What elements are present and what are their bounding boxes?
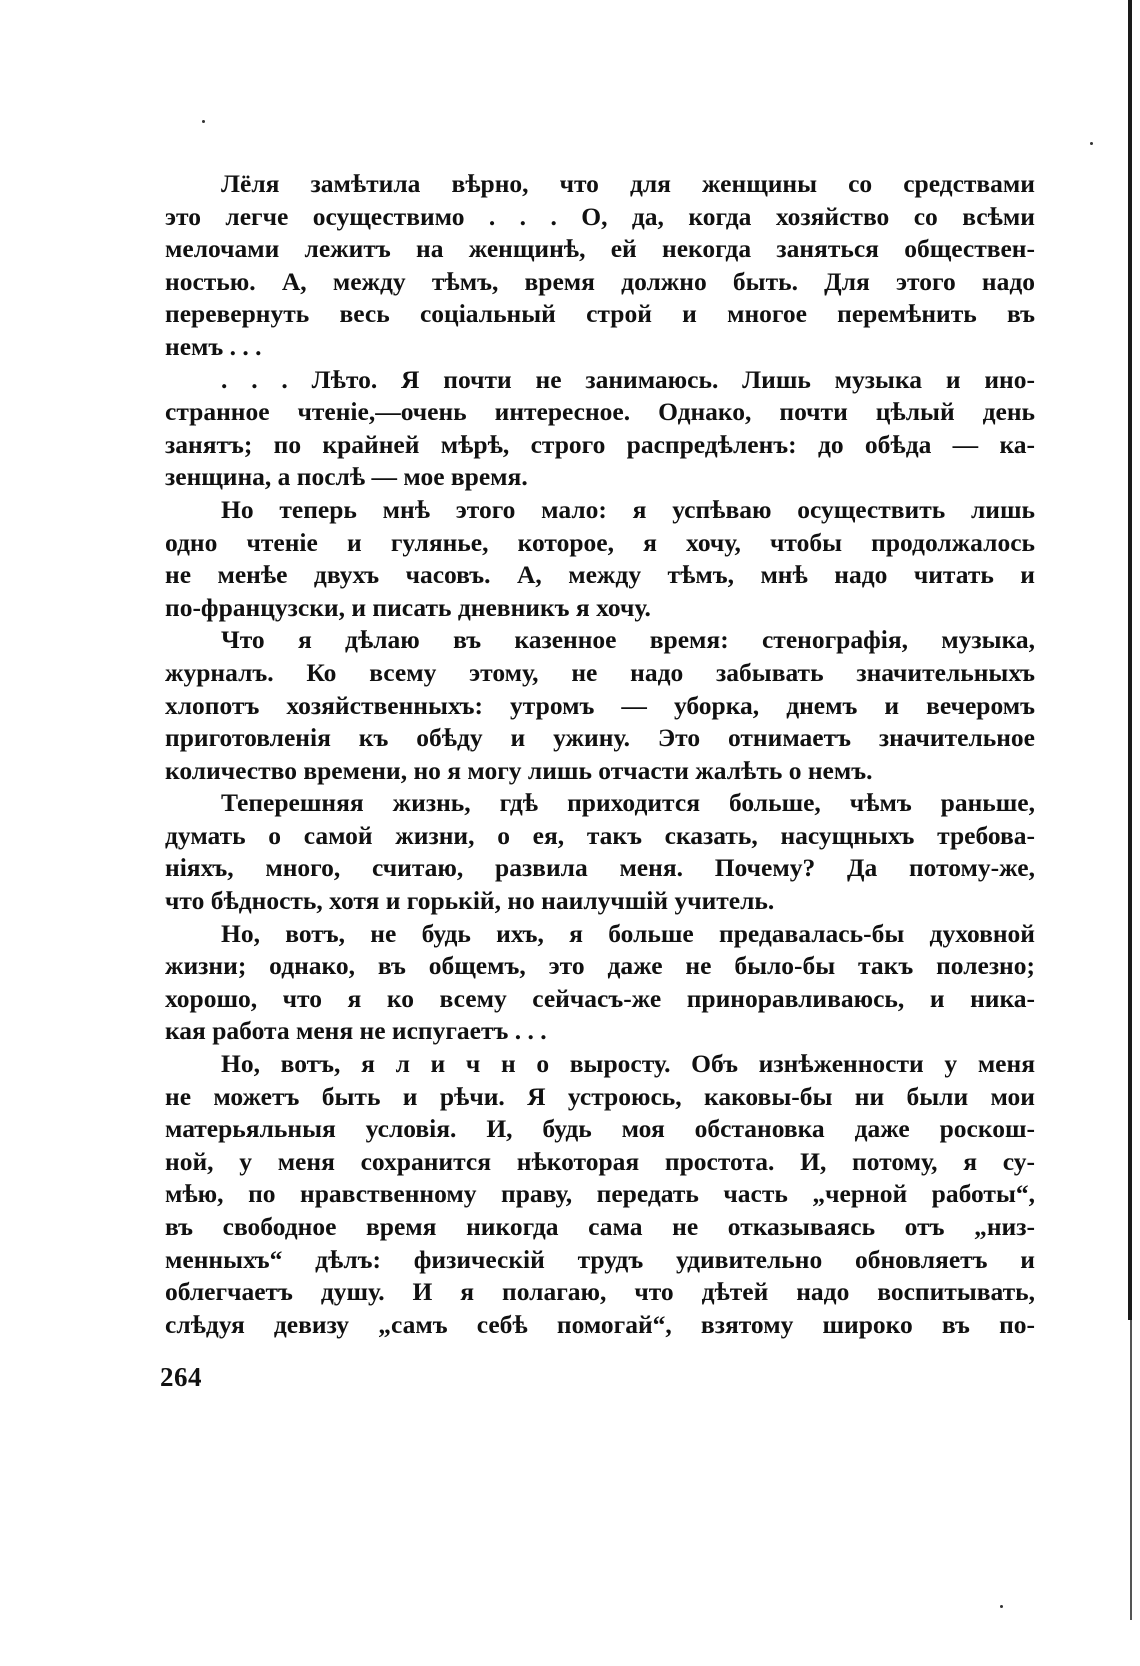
text-line: думать о самой жизни, о ея, такъ сказать, насущныхъ требова- <box>165 820 1035 850</box>
text-line: одно чтеніе и гулянье, которое, я хочу, чтобы продолжалось <box>165 527 1035 557</box>
text-line: немъ . . . <box>165 331 262 361</box>
text-line: жизни; однако, въ общемъ, это даже не было-бы такъ полезно; <box>165 951 1035 981</box>
page-edge-line <box>1128 0 1132 1320</box>
scan-speck <box>1000 1605 1003 1608</box>
scan-speck <box>202 120 205 123</box>
text-line: журналъ. Ко всему этому, не надо забывать значительныхъ <box>165 657 1035 687</box>
text-line: занятъ; по крайней мѣрѣ, строго распредѣленъ: до обѣда — ка- <box>165 429 1035 459</box>
text-line: облегчаетъ душу. И я полагаю, что дѣтей надо воспитывать, <box>165 1277 1035 1307</box>
text-line: Но, вотъ, не будь ихъ, я больше предавалась-бы духовной <box>221 918 1035 948</box>
text-line: хлопотъ хозяйственныхъ: утромъ — уборка, днемъ и вечеромъ <box>165 690 1035 720</box>
text-line: кая работа меня не испугаетъ . . . <box>165 1016 547 1046</box>
text-line: Теперешняя жизнь, гдѣ приходится больше, чѣмъ раньше, <box>221 788 1035 818</box>
text-line: это легче осуществимо . . . О, да, когда хозяйство со всѣми <box>165 201 1035 231</box>
text-line: ніяхъ, много, считаю, развила меня. Почему? Да потому-же, <box>165 853 1035 883</box>
text-line: въ свободное время никогда сама не отказываясь отъ „низ- <box>165 1212 1035 1241</box>
text-line: зенщина, а послѣ — мое время. <box>165 462 528 492</box>
page-edge-line-lower <box>1130 1320 1132 1620</box>
text-line: не можетъ быть и рѣчи. Я устроюсь, каковы-бы ни были мои <box>165 1081 1035 1111</box>
text-line: слѣдуя девизу „самъ себѣ помогай“, взятому широко въ по- <box>165 1309 1035 1339</box>
text-line: ностью. А, между тѣмъ, время должно быть. Для этого надо <box>165 266 1035 296</box>
text-line: Но, вотъ, я л и ч н о выросту. Объ изнѣженности у меня <box>221 1049 1035 1079</box>
text-line: ной, у меня сохранится нѣкоторая простота. И, потому, я су- <box>165 1146 1035 1176</box>
page-body-text <box>165 168 1035 1341</box>
text-line: хорошо, что я ко всему сейчасъ-же приноравливаюсь, и ника- <box>165 983 1035 1013</box>
scan-speck <box>1090 142 1093 145</box>
text-line: матерьяльныя условія. И, будь моя обстановка даже роскош- <box>165 1114 1035 1144</box>
text-line: приготовленія къ обѣду и ужину. Это отнимаетъ значительное <box>165 723 1035 753</box>
text-line: Лёля замѣтила вѣрно, что для женщины со средствами <box>221 169 1035 198</box>
text-line: . . . Лѣто. Я почти не занимаюсь. Лишь музыка и ино- <box>221 364 1035 394</box>
text-line: Что я дѣлаю въ казенное время: стенографія, музыка, <box>221 625 1035 655</box>
text-line: по-французски, и писать дневникъ я хочу. <box>165 592 651 622</box>
text-line: менныхъ“ дѣлъ: физическій трудъ удивительно обновляетъ и <box>165 1244 1035 1274</box>
text-line: количество времени, но я могу лишь отчасти жалѣть о немъ. <box>165 755 873 785</box>
page-number: 264 <box>160 1362 202 1392</box>
text-line: Но теперь мнѣ этого мало: я успѣваю осуществить лишь <box>221 494 1035 524</box>
text-line: странное чтеніе,—очень интересное. Однако, почти цѣлый день <box>165 397 1035 427</box>
text-line: что бѣдность, хотя и горькій, но наилучшій учитель. <box>165 886 775 916</box>
text-line: перевернуть весь соціальный строй и многое перемѣнить въ <box>165 299 1035 329</box>
text-line: мѣю, по нравственному праву, передать часть „черной работы“, <box>165 1179 1035 1209</box>
text-line: не менѣе двухъ часовъ. А, между тѣмъ, мнѣ надо читать и <box>165 560 1035 590</box>
text-line: мелочами лежитъ на женщинѣ, ей некогда заняться обществен- <box>165 234 1035 264</box>
